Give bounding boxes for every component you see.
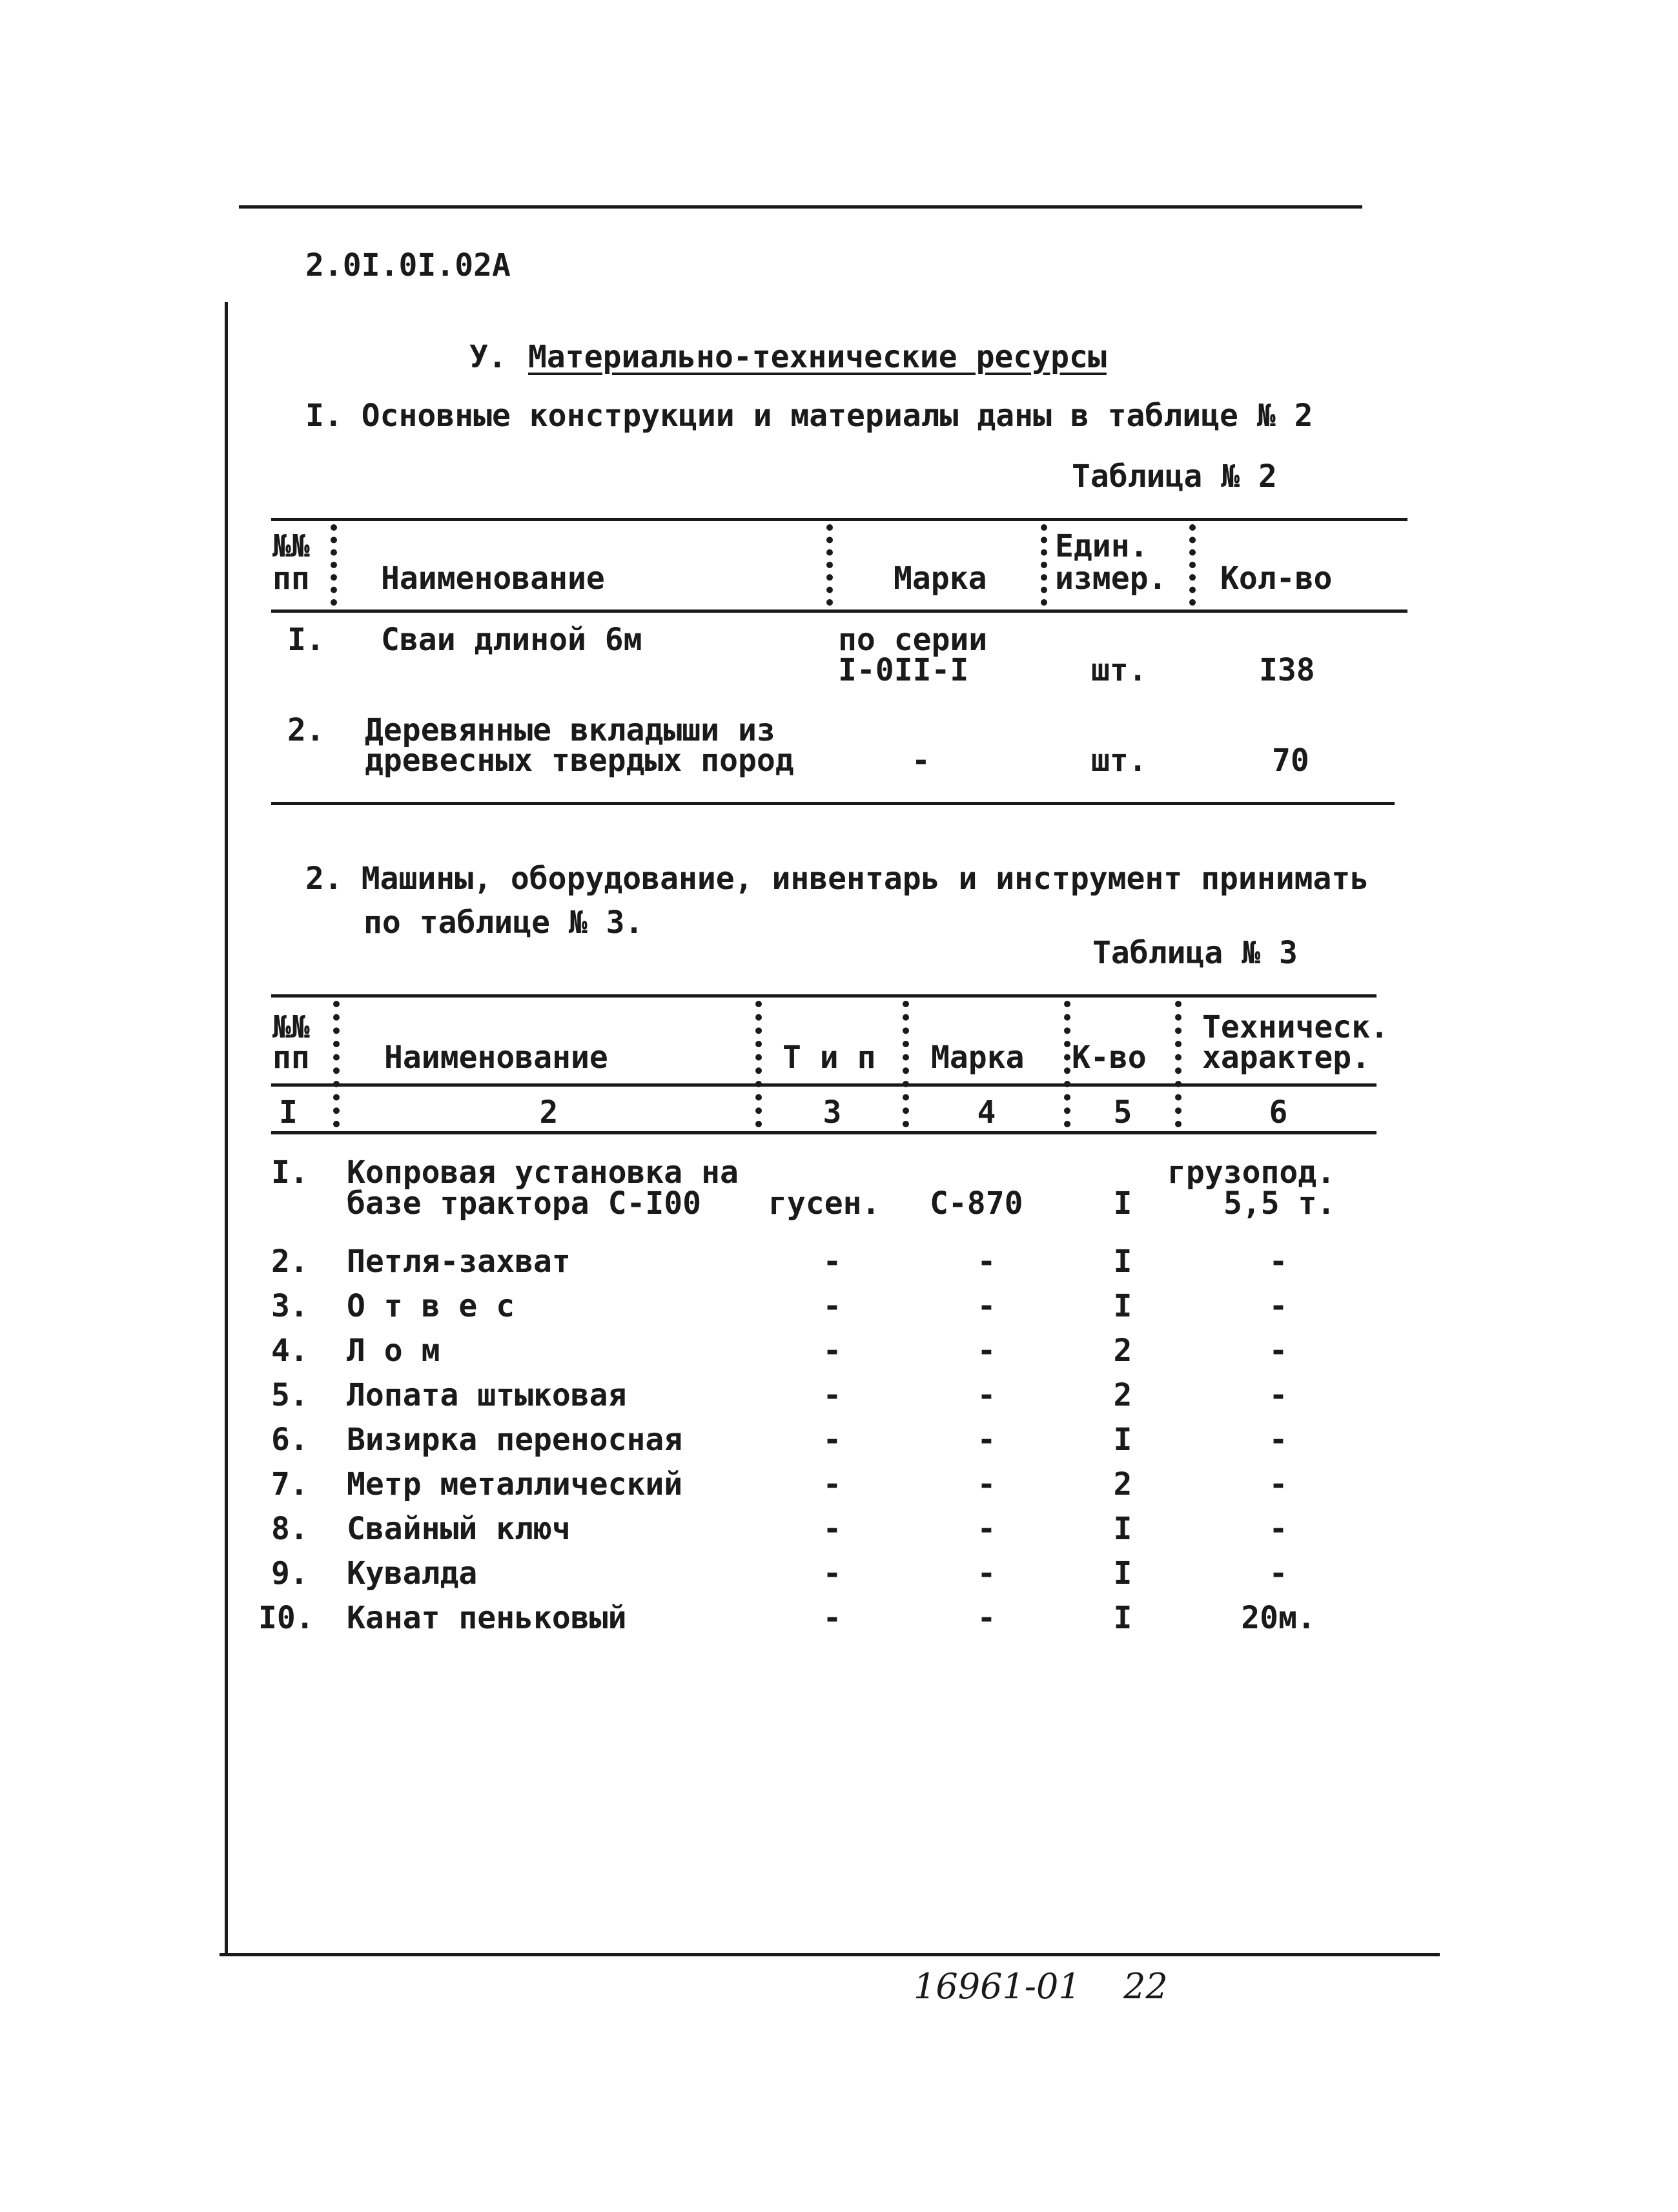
table-3-top-rule: [271, 994, 1376, 998]
row-type: -: [823, 1244, 842, 1280]
row-qty: I: [1113, 1422, 1132, 1458]
table-3-caption: Таблица № 3: [1092, 935, 1298, 971]
row-tech: -: [1269, 1377, 1288, 1413]
top-rule: [239, 205, 1362, 209]
table-3-col-separator: [1064, 1001, 1070, 1127]
column-number: 5: [1113, 1094, 1132, 1131]
archive-number: 16961-01: [914, 1966, 1081, 2007]
table-3-header-type: Т и п: [783, 1039, 876, 1076]
row-number: 6.: [271, 1422, 309, 1458]
row-qty: 2: [1113, 1333, 1132, 1369]
row-name: Петля-захват: [347, 1244, 571, 1280]
row-qty: 2: [1113, 1466, 1132, 1502]
row-name: Лопата штыковая: [347, 1377, 627, 1413]
row-mark: -: [977, 1333, 996, 1369]
row-number: 5.: [271, 1377, 309, 1413]
row-type: -: [823, 1466, 842, 1502]
column-number: 4: [977, 1094, 996, 1131]
paragraph-2: 2. Машины, оборудование, инвентарь и инструмент принимать: [305, 861, 1369, 897]
section-title: Материально-технические ресурсы: [528, 339, 1107, 375]
row-name: О т в е с: [347, 1288, 515, 1324]
row-type: -: [823, 1600, 842, 1636]
table-3-header-tech: Техническ.: [1202, 1009, 1389, 1045]
row-number: 2.: [271, 1244, 309, 1280]
column-number: 2: [539, 1094, 558, 1131]
row-type: гусен.: [768, 1185, 881, 1222]
row-qty: I: [1113, 1288, 1132, 1324]
row-tech: -: [1269, 1511, 1288, 1547]
row-number: 2.: [287, 712, 325, 748]
row-name: Л о м: [347, 1333, 440, 1369]
row-mark: -: [977, 1244, 996, 1280]
row-qty: I: [1113, 1555, 1132, 1592]
row-number: 9.: [271, 1555, 309, 1592]
table-2-col-separator: [1041, 524, 1047, 606]
section-number: У.: [469, 339, 507, 375]
table-3-header-tech: характер.: [1202, 1039, 1371, 1076]
row-number: 8.: [271, 1511, 309, 1547]
row-number: I0.: [258, 1600, 314, 1636]
table-3-header-rule: [271, 1083, 1376, 1087]
row-qty: I: [1113, 1185, 1132, 1222]
row-number: I.: [271, 1154, 309, 1191]
row-mark: -: [977, 1466, 996, 1502]
table-3-header-name: Наименование: [384, 1039, 608, 1076]
row-type: -: [823, 1333, 842, 1369]
table-3-header-num: пп: [272, 1039, 310, 1076]
table-3-header-qty: К-во: [1072, 1039, 1147, 1076]
table-2-header-name: Наименование: [381, 560, 605, 597]
row-mark: -: [912, 742, 930, 779]
table-2-header-num: пп: [272, 560, 310, 597]
row-tech: -: [1269, 1422, 1288, 1458]
row-mark: -: [977, 1377, 996, 1413]
row-unit: шт.: [1091, 652, 1147, 688]
table-2-caption: Таблица № 2: [1072, 458, 1277, 495]
column-number: 3: [823, 1094, 842, 1131]
row-name: Метр металлический: [347, 1466, 683, 1502]
column-number: 6: [1269, 1094, 1288, 1131]
row-tech: -: [1269, 1333, 1288, 1369]
row-name: Копровая установка на: [347, 1154, 739, 1191]
row-qty: I: [1113, 1244, 1132, 1280]
table-2-header-qty: Кол-во: [1220, 560, 1333, 597]
page-number: 22: [1123, 1966, 1168, 2007]
table-2-header-mark: Марка: [894, 560, 987, 597]
row-qty: I: [1113, 1511, 1132, 1547]
row-type: -: [823, 1555, 842, 1592]
table-2-top-rule: [271, 518, 1407, 521]
row-name: древесных твердых пород: [365, 742, 794, 779]
column-number: I: [279, 1094, 298, 1131]
table-2-col-separator: [826, 524, 833, 606]
row-mark: по серии: [838, 622, 988, 658]
table-2-header-unit: измер.: [1055, 560, 1167, 597]
row-type: -: [823, 1422, 842, 1458]
bottom-rule: [220, 1953, 1440, 1956]
row-number: 7.: [271, 1466, 309, 1502]
table-2-header-unit: Един.: [1055, 528, 1149, 564]
table-3-col-separator: [755, 1001, 762, 1127]
table-3-col-separator: [1175, 1001, 1182, 1127]
row-mark: I-0II-I: [838, 652, 969, 688]
row-mark: -: [977, 1422, 996, 1458]
row-qty: I38: [1259, 652, 1315, 688]
row-mark: -: [977, 1511, 996, 1547]
row-name: Сваи длиной 6м: [381, 622, 642, 658]
row-number: 3.: [271, 1288, 309, 1324]
row-tech: -: [1269, 1244, 1288, 1280]
table-2-col-separator: [331, 524, 337, 606]
table-3-numbers-rule: [271, 1131, 1376, 1134]
row-name: Кувалда: [347, 1555, 478, 1592]
row-tech: 5,5 т.: [1223, 1185, 1336, 1222]
row-mark: С-870: [930, 1185, 1023, 1222]
left-margin-line: [225, 302, 228, 1955]
row-name: Свайный ключ: [347, 1511, 571, 1547]
table-3-col-separator: [333, 1001, 340, 1127]
row-type: -: [823, 1288, 842, 1324]
paragraph-1: I. Основные конструкции и материалы даны в таблице № 2: [305, 398, 1313, 434]
row-tech: 20м.: [1241, 1600, 1316, 1636]
table-2-col-separator: [1189, 524, 1196, 606]
table-2-bottom-rule: [271, 802, 1395, 805]
row-name: Канат пеньковый: [347, 1600, 627, 1636]
table-3-header-num: №№: [272, 1009, 310, 1045]
table-3-header-mark: Марка: [931, 1039, 1025, 1076]
row-qty: I: [1113, 1600, 1132, 1636]
row-name: Визирка переносная: [347, 1422, 683, 1458]
table-2-header-num: №№: [272, 528, 310, 564]
row-qty: 70: [1272, 742, 1309, 779]
row-qty: 2: [1113, 1377, 1132, 1413]
row-name: Деревянные вкладыши из: [365, 712, 775, 748]
document-code: 2.0I.0I.02А: [305, 247, 511, 283]
row-tech: -: [1269, 1466, 1288, 1502]
row-type: -: [823, 1377, 842, 1413]
row-tech: -: [1269, 1288, 1288, 1324]
table-2-header-rule: [271, 609, 1407, 613]
table-3-col-separator: [903, 1001, 909, 1127]
row-mark: -: [977, 1600, 996, 1636]
row-number: I.: [287, 622, 325, 658]
row-mark: -: [977, 1555, 996, 1592]
paragraph-2: по таблице № 3.: [363, 905, 644, 941]
row-number: 4.: [271, 1333, 309, 1369]
row-tech: -: [1269, 1555, 1288, 1592]
row-tech: грузопод.: [1167, 1154, 1336, 1191]
row-name: базе трактора С-I00: [347, 1185, 702, 1222]
row-mark: -: [977, 1288, 996, 1324]
row-type: -: [823, 1511, 842, 1547]
row-unit: шт.: [1091, 742, 1147, 779]
